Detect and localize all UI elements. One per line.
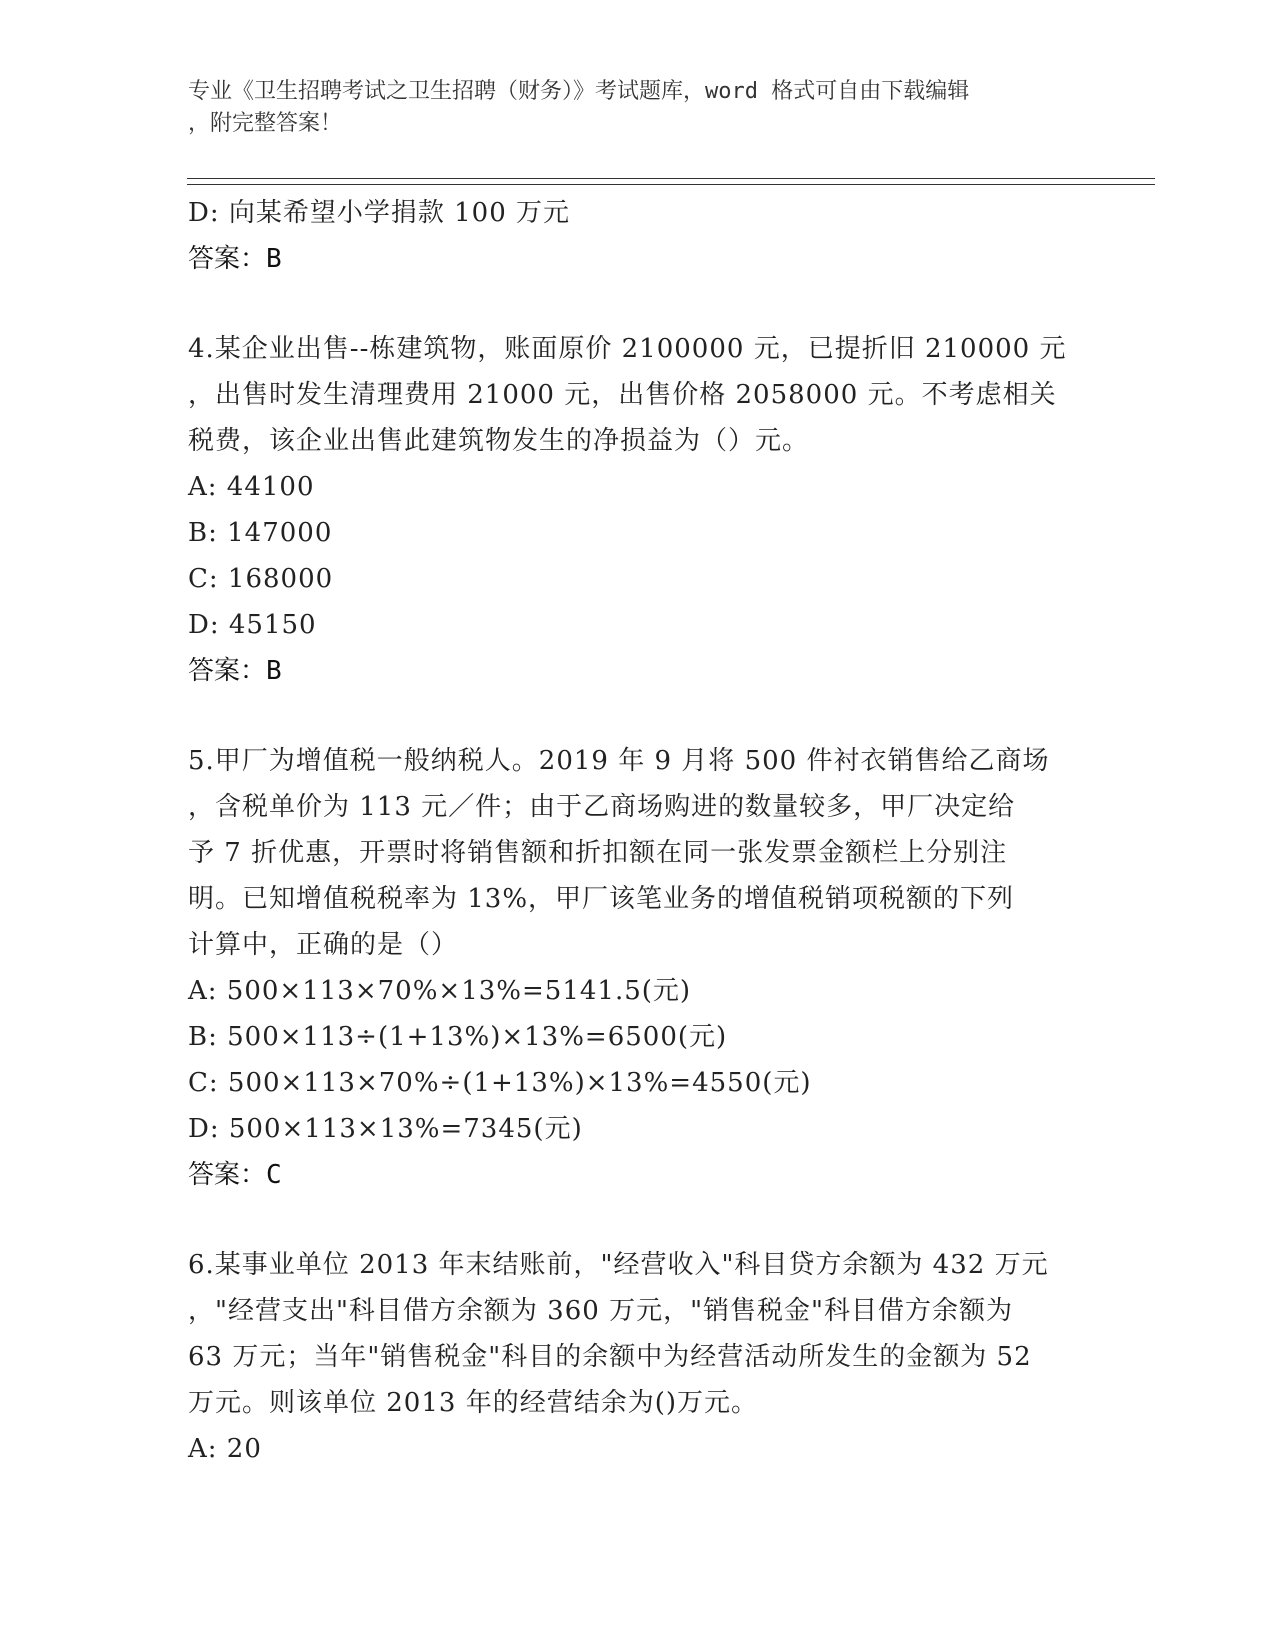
question-stem-line: 予 7 折优惠，开票时将销售额和折扣额在同一张发票金额栏上分别注 [188, 838, 1008, 868]
document-header [188, 76, 1088, 140]
question-stem-line: 4.某企业出售--栋建筑物，账面原价 2100000 元，已提折旧 210000 元 [188, 334, 1067, 364]
option-b: B: 147000 [188, 518, 333, 548]
header-line-2: ，附完整答案！ [188, 111, 343, 136]
answer-line: 答案：B [188, 656, 282, 686]
question-5 [188, 738, 1088, 1198]
question-stem-line: 计算中，正确的是（） [188, 930, 459, 960]
question-6 [188, 1242, 1088, 1472]
option-d: D: 向某希望小学捐款 100 万元 [188, 198, 571, 228]
option-a: A: 44100 [188, 472, 315, 502]
option-a: A: 20 [188, 1434, 262, 1464]
question-stem-line: 5.甲厂为增值税一般纳税人。2019 年 9 月将 500 件衬衣销售给乙商场 [188, 746, 1050, 776]
question-stem-line: ，"经营支出"科目借方余额为 360 万元，"销售税金"科目借方余额为 [188, 1296, 1013, 1326]
question-stem-line: ，出售时发生清理费用 21000 元，出售价格 2058000 元。不考虑相关 [188, 380, 1057, 410]
question-stem-line: 税费，该企业出售此建筑物发生的净损益为（）元。 [188, 426, 810, 456]
question-stem-line: 明。已知增值税税率为 13%，甲厂该笔业务的增值税销项税额的下列 [188, 884, 1015, 914]
option-c: C: 500×113×70%÷(1+13%)×13%=4550(元) [188, 1068, 812, 1098]
answer-line: 答案：B [188, 244, 282, 274]
prev-question-tail [188, 190, 1088, 282]
answer-line: 答案：C [188, 1160, 282, 1190]
option-a: A: 500×113×70%×13%=5141.5(元) [188, 976, 692, 1006]
option-d: D: 45150 [188, 610, 317, 640]
option-d: D: 500×113×13%=7345(元) [188, 1114, 583, 1144]
question-stem-line: 63 万元；当年"销售税金"科目的余额中为经营活动所发生的金额为 52 [188, 1342, 1032, 1372]
question-stem-line: ，含税单价为 113 元／件；由于乙商场购进的数量较多，甲厂决定给 [188, 792, 1016, 822]
question-stem-line: 万元。则该单位 2013 年的经营结余为()万元。 [188, 1388, 758, 1418]
header-line-1: 专业《卫生招聘考试之卫生招聘（财务）》考试题库，word 格式可自由下载编辑 [188, 79, 970, 104]
option-b: B: 500×113÷(1+13%)×13%=6500(元) [188, 1022, 728, 1052]
question-list [188, 190, 1088, 1472]
question-stem-line: 6.某事业单位 2013 年末结账前，"经营收入"科目贷方余额为 432 万元 [188, 1250, 1049, 1280]
header-divider [187, 178, 1155, 185]
question-4 [188, 326, 1088, 694]
option-c: C: 168000 [188, 564, 334, 594]
